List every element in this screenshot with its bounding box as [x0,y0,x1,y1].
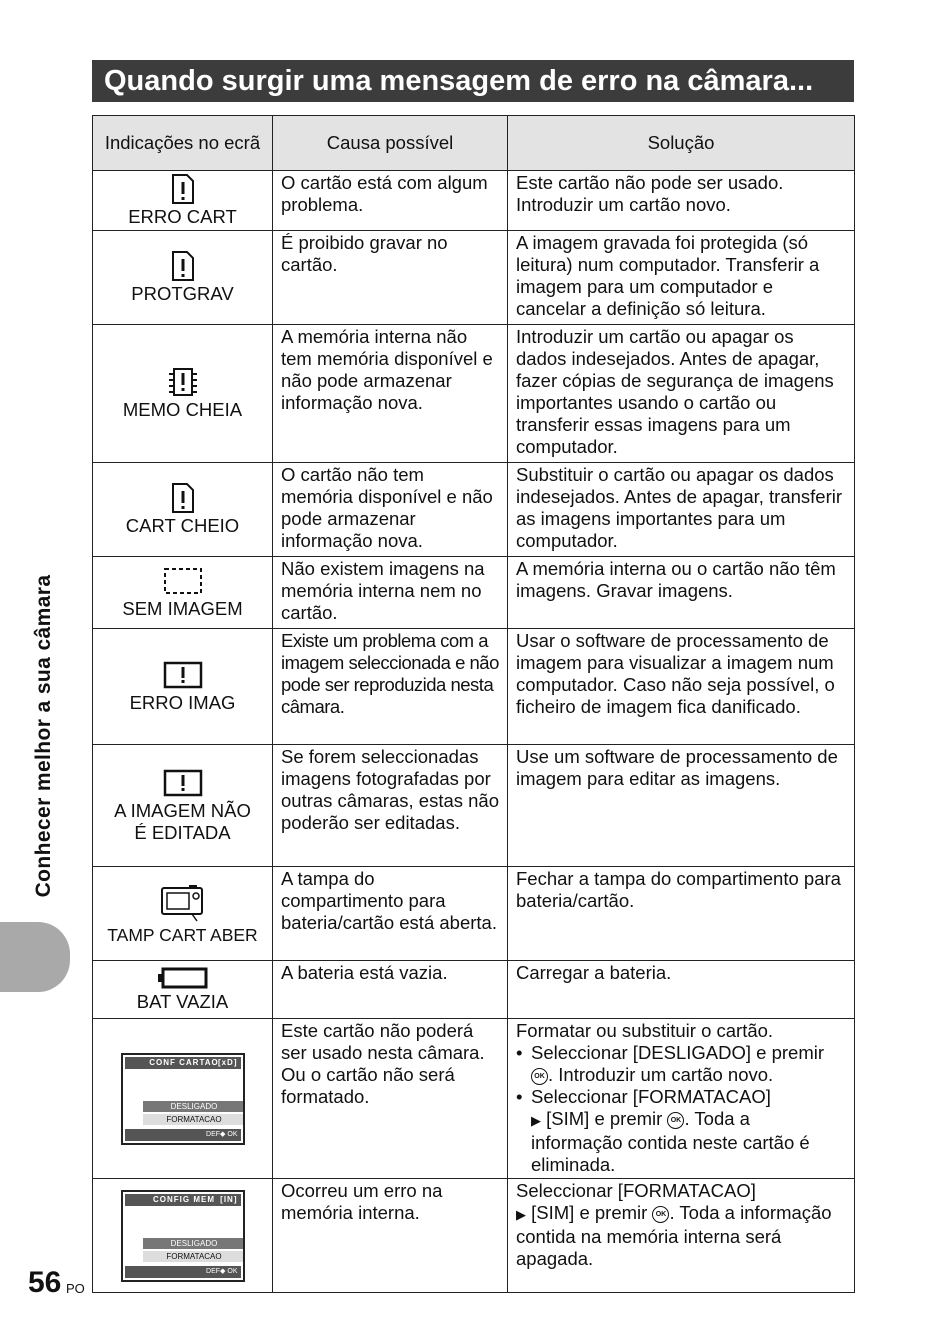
indication-label: ERRO IMAG [129,691,236,713]
indication-cell [93,463,273,557]
table-header-row [93,116,855,171]
image-alert-icon [163,660,203,690]
battery-empty-icon [158,967,208,989]
screen-option-format: FORMATACAO [143,1114,243,1125]
header-indication: Indicações no ecrã [93,116,273,171]
indication-cell [93,629,273,745]
card-alert-icon [171,174,195,204]
indication-cell [93,1019,273,1179]
table-row [93,171,855,231]
ok-button-icon: OK [531,1068,548,1085]
indication-label: CART CHEIO [125,514,240,536]
cause-cell: O cartão não tem memória disponível e não pode armazenar informação nova. [273,463,508,557]
cause-cell: Não existem imagens na memória interna nem no cartão. [273,557,508,629]
table-row [93,463,855,557]
indication-cell [93,171,273,231]
screen-footer: DEF◆ OK [125,1266,241,1278]
card-alert-icon [171,251,195,281]
cause-cell: Este cartão não poderá ser usado nesta câmara. Ou o cartão não será formatado. [273,1019,508,1179]
indication-label: SEM IMAGEM [122,597,243,619]
indication-cell [93,557,273,629]
memory-alert-icon [167,367,199,397]
screen-option-off: DESLIGADO [143,1101,243,1112]
table-row [93,745,855,867]
indication-cell [93,961,273,1019]
indication-label: ERRO CART [128,205,237,227]
ok-button-icon: OK [652,1206,669,1223]
chapter-label: Conhecer melhor a sua câmara [32,574,55,898]
table-row [93,325,855,463]
memory-setup-screen-image [121,1190,245,1282]
no-image-icon [163,566,203,596]
solution-steps [516,1042,846,1176]
card-setup-screen-image [121,1053,245,1145]
indication-cell [93,1179,273,1293]
arrow-right-icon: ▶ [531,1113,541,1128]
table-row [93,961,855,1019]
cause-cell: O cartão está com algum problema. [273,171,508,231]
card-alert-icon [171,483,195,513]
indication-label: PROTGRAV [131,282,234,304]
cause-cell: A memória interna não tem memória disponível e não pode armazenar informação nova. [273,325,508,463]
solution-cell: Use um software de processamento de imagem para editar as imagens. [508,745,855,867]
page-title: Quando surgir uma mensagem de erro na câmara... [92,60,854,102]
table-row [93,1179,855,1293]
solution-step: • Seleccionar [DESLIGADO] e premir OK . Introduzir um cartão novo. [531,1042,846,1086]
table-row [93,231,855,325]
solution-cell: Introduzir um cartão ou apagar os dados indesejados. Antes de apagar, fazer cópias de segurança de imagens importantes usando o cartão ou transferir essas imagens para um computador. [508,325,855,463]
solution-cell: Seleccionar [FORMATACAO] ▶ [SIM] e premir OK . Toda a informação contida na memória interna será apagada. [508,1179,855,1293]
table-row [93,867,855,961]
cause-cell: A tampa do compartimento para bateria/cartão está aberta. [273,867,508,961]
cause-cell: A bateria está vazia. [273,961,508,1019]
screen-option-format: FORMATACAO [143,1251,243,1262]
cause-cell: Ocorreu um erro na memória interna. [273,1179,508,1293]
indication-label: BAT VAZIA [136,990,229,1012]
cause-cell: Se forem seleccionadas imagens fotografadas por outras câmaras, estas não poderão ser editadas. [273,745,508,867]
solution-cell: A memória interna ou o cartão não têm imagens. Gravar imagens. [508,557,855,629]
solution-cell: Carregar a bateria. [508,961,855,1019]
screen-header: CONFIG MEM [IN] [125,1194,241,1206]
solution-cell [508,1019,855,1179]
indication-cell [93,231,273,325]
chapter-tab [0,922,70,992]
solution-cell: Fechar a tampa do compartimento para bateria/cartão. [508,867,855,961]
indication-label: MEMO CHEIA [122,398,243,420]
header-cause: Causa possível [273,116,508,171]
cause-cell: Existe um problema com a imagem seleccionada e não pode ser reproduzida nesta câmara. [273,629,508,745]
table-row [93,629,855,745]
solution-cell: A imagem gravada foi protegida (só leitura) num computador. Transferir a imagem para um computador e cancelar a definição só leitura. [508,231,855,325]
screen-header: CONF CARTAO [xD] [125,1057,241,1069]
solution-cell: Este cartão não pode ser usado. Introduzir um cartão novo. [508,171,855,231]
camera-cover-open-icon [159,882,207,922]
solution-cell: Substituir o cartão ou apagar os dados indesejados. Antes de apagar, transferir as imagens importantes para um computador. [508,463,855,557]
table-row [93,557,855,629]
page-language: PO [66,1281,85,1296]
indication-label: TAMP CART ABER [107,924,258,945]
indication-cell [93,745,273,867]
cause-cell: É proibido gravar no cartão. [273,231,508,325]
header-solution: Solução [508,116,855,171]
indication-cell [93,325,273,463]
error-message-table [92,115,855,1293]
screen-footer: DEF◆ OK [125,1129,241,1141]
screen-option-off: DESLIGADO [143,1238,243,1249]
table-row [93,1019,855,1179]
page-number: 56 [28,1266,62,1299]
solution-step: • Seleccionar [FORMATACAO] ▶ [SIM] e premir OK . Toda a informação contida neste cartão é eliminada. [531,1086,846,1176]
solution-intro: Formatar ou substituir o cartão. [516,1020,774,1041]
arrow-right-icon: ▶ [516,1207,526,1222]
indication-label: A IMAGEM NÃO É EDITADA [114,799,251,843]
solution-cell: Usar o software de processamento de imagem para visualizar a imagem num computador. Caso não seja possível, o ficheiro de imagem fica danificado. [508,629,855,745]
indication-cell [93,867,273,961]
image-alert-icon [163,768,203,798]
ok-button-icon: OK [667,1112,684,1129]
